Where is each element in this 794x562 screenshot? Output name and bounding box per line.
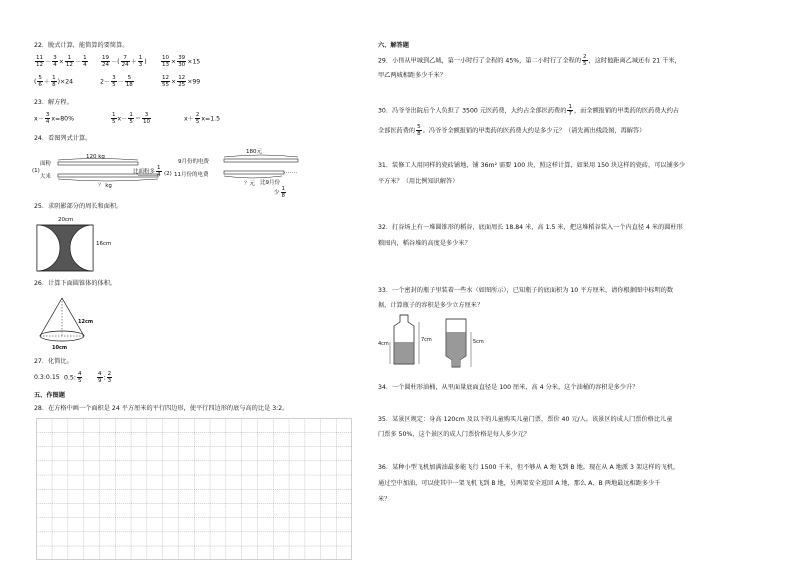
- q36-line1: 36．某种小型飞机加满油最多能飞行 1500 千米，但不够从 A 地飞到 B 地。现在从 A 地派 3 架这样的飞机，: [378, 464, 680, 471]
- q25-title: 25．求阴影部分的周长和面积。: [34, 203, 123, 210]
- q22-expr-c: $\frac{10}{13}$ × $\frac{39}{30}$ ×15: [162, 55, 201, 68]
- q24-fig2-q: ？元: [244, 181, 256, 187]
- q32-line1: 32．打谷场上有一堆圆锥形的稻谷，底面周长 18.84 米，高 1.5 米，把这堆稻谷装入一个内直径 4 米的圆柱形: [378, 224, 683, 231]
- q24-fig2-less: 比9月份: [260, 180, 280, 186]
- q30-line2: 全部医药费的 $\frac{5}{8}$ 。冯爷爷全额报销的甲类药的医药费大约是多少元？（请先画出线段图，再解答）: [378, 124, 646, 137]
- q31-line1: 31．装修工人用同样的瓷砖铺地，铺 36m² 需要 100 块，照这样计算，如果用 150 块这样的瓷砖，可以铺多少: [378, 162, 686, 169]
- q24-fig1-diagram: [56, 158, 176, 184]
- q22-expr-d: ( $\frac{5}{6}$ ＋ $\frac{1}{8}$ )×24: [34, 75, 74, 88]
- q24-fig1-rice: 大米: [40, 174, 52, 180]
- q25-height-label: 16cm: [96, 241, 112, 247]
- q36-line2: 通过空中加油，可以使其中一架飞机飞到 B 地，另两架安全返回 A 地，那么 A、B 两地最远相距多少千: [378, 480, 661, 487]
- q29-line1: 29．小伟从甲城到乙城，第一小时行了全程的 45%，第二小时行了全程的 $\frac{2}{5}$ ，这时他距离乙城还有 21 千米，: [378, 54, 681, 67]
- q32-line2: 粮囤内，稻谷堆的高度是多少米？: [378, 240, 471, 247]
- q24-fig1-amount: 120 kg: [86, 154, 105, 160]
- q34-line1: 34．一个圆柱形油桶，从里面量底面直径是 100 厘米，高 4 分米，这个油桶的容积是多少升？: [378, 384, 639, 391]
- q33-label-7cm: 7cm: [421, 337, 432, 343]
- q22-title: 22．脱式计算，能简算的要简算。: [34, 42, 129, 49]
- q24-fig2-sep: 9月份的电费: [178, 159, 209, 165]
- q27-item-a: 0.3:0.15: [34, 374, 60, 381]
- q27-item-b: 0.5: $\frac{4}{5}$: [64, 371, 82, 384]
- q22-expr-b: $\frac{19}{24}$ －( $\frac{7}{24}$ ＋ $\frac{1}{3}$ ): [102, 55, 147, 68]
- q22-expr-e: 2－ $\frac{3}{5}$ － $\frac{5}{18}$: [100, 75, 133, 88]
- q25-width-label: 20cm: [58, 217, 74, 223]
- q24-fig2-less2: 少 $\frac{1}{8}$: [274, 186, 286, 199]
- q26-diameter-label: 10cm: [52, 345, 68, 351]
- q23-title: 23．解方程。: [34, 99, 73, 106]
- q24-fig1-num: (1): [32, 168, 40, 174]
- q28-title: 28．在方格中画一个面积是 24 平方厘米的平行四边形，使平行四边形的底与高的比是 3:2。: [34, 405, 289, 412]
- q35-line2: 门票多 50%，这个景区的成人门票价格是每人多少元？: [378, 431, 530, 438]
- q23-eq-b: $\frac{1}{5}$ x－ $\frac{1}{5}$ ＝ $\frac{3}{10}$: [112, 112, 151, 125]
- section-5-title: 五、作图题: [34, 392, 65, 399]
- q27-title: 27．化简比。: [34, 358, 73, 365]
- q25-shaded-figure: [36, 224, 94, 272]
- q24-fig2-nov: 11月份的电费: [174, 172, 209, 178]
- q24-fig1-unknown: ？ kg: [98, 183, 112, 189]
- q24-fig2-num: (2): [164, 171, 172, 177]
- q36-line3: 米？: [378, 496, 391, 503]
- q26-title: 26．计算下面圆锥体的体积。: [34, 280, 117, 287]
- q24-fig2-diagram: [222, 154, 302, 180]
- q24-fig1-ratio: 比面粉多 $\frac{1}{4}$: [133, 165, 161, 178]
- q24-fig1-flour: 面粉: [40, 161, 52, 167]
- q31-line2: 平方米？（用比例知识解答）: [378, 178, 459, 185]
- q22-expr-a: $\frac{11}{12}$ － $\frac{3}{4}$ × $\frac{1}{12}$ － $\frac{1}{4}$: [36, 55, 87, 68]
- q22-expr-f: $\frac{12}{55}$ × $\frac{12}{25}$ ×99: [162, 75, 201, 88]
- q23-eq-a: x－ $\frac{3}{4}$ x=80%: [34, 112, 74, 125]
- q24-fig2-total: 180元: [246, 149, 262, 155]
- q24-title: 24．看图列式计算。: [34, 135, 92, 142]
- q33-label-4cm: 4cm: [378, 341, 389, 347]
- q28-dot-grid[interactable]: [36, 418, 352, 560]
- q33-line2: 据，计算瓶子的容积是多少立方厘米？: [378, 302, 484, 309]
- section-6-title: 六、解答题: [378, 42, 409, 49]
- q23-eq-c: x＋ $\frac{2}{5}$ x=1.5: [184, 112, 221, 125]
- q26-height-label: 12cm: [78, 319, 94, 325]
- q30-line1: 30．冯爷爷出院后个人负担了 3500 元医药费，大约占全部医药费的 $\frac{1}{7}$ ，而全额报销的甲类药的医药费大约占: [378, 104, 680, 117]
- q27-item-c: $\frac{4}{9}$ : $\frac{2}{3}$: [98, 371, 112, 384]
- q29-line2: 甲乙两城相距多少千米？: [378, 72, 447, 79]
- q35-line1: 35．某景区规定：身高 120cm 及以下的儿童购买儿童门票，票价 40 元/人。该景区的成人门票价格比儿童: [378, 416, 673, 423]
- q33-line1: 33．一个密封的瓶子里装着一些水（如图所示），已知瓶子的底面积为 10 平方厘米，请你根据图中标明的数: [378, 287, 674, 294]
- q33-label-5cm: 5cm: [473, 339, 484, 345]
